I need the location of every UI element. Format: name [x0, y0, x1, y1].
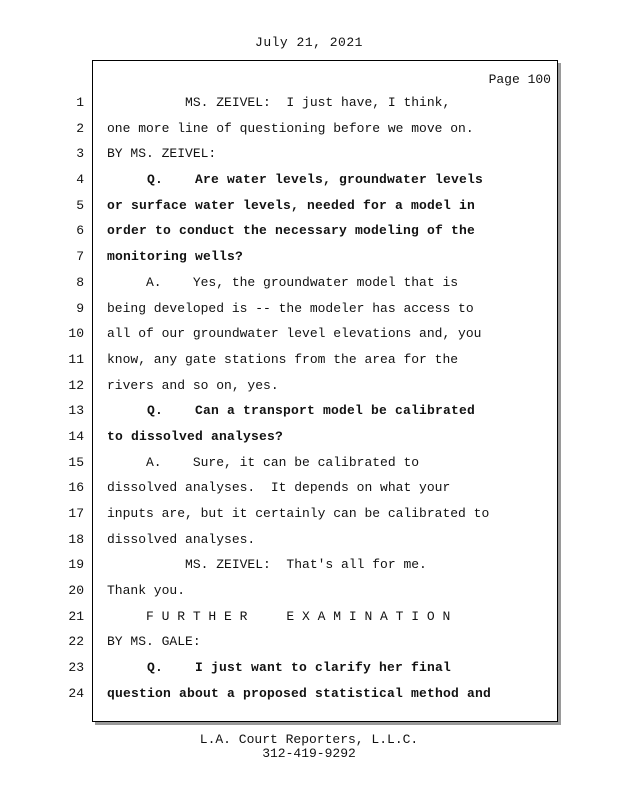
line-number: 10	[68, 326, 84, 342]
line-number: 20	[68, 583, 84, 599]
line-number: 11	[68, 351, 84, 367]
transcript-line: BY MS. GALE:	[107, 634, 201, 650]
line-number: 2	[76, 120, 84, 136]
line-number: 8	[76, 274, 84, 290]
line-number: 3	[76, 146, 84, 162]
line-number-column	[40, 90, 84, 707]
question-line: to dissolved analyses?	[107, 428, 284, 444]
reporter-phone: 312-419-9292	[262, 746, 356, 761]
line-number: 22	[68, 634, 84, 650]
line-number: 13	[68, 403, 84, 419]
answer-line: all of our groundwater level elevations and, you	[107, 326, 482, 342]
answer-line: inputs are, but it certainly can be calibrated to	[107, 506, 490, 521]
transcript-text	[107, 90, 552, 707]
line-number: 15	[68, 454, 84, 470]
line-number: 24	[68, 685, 84, 701]
question-line: or surface water levels, needed for a model in	[107, 197, 476, 213]
line-number: 17	[68, 506, 84, 521]
transcript-line: one more line of questioning before we move on.	[107, 120, 474, 136]
question-line: Q. Are water levels, groundwater levels	[107, 172, 484, 188]
answer-line: being developed is -- the modeler has access to	[107, 300, 474, 316]
transcript-line: MS. ZEIVEL: That's all for me.	[107, 557, 427, 573]
question-line: Q. Can a transport model be calibrated	[107, 403, 476, 419]
line-number: 14	[68, 428, 84, 444]
section-heading: F U R T H E R E X A M I N A T I O N	[107, 608, 451, 624]
line-number: 6	[76, 223, 84, 239]
answer-line: A. Yes, the groundwater model that is	[107, 274, 459, 290]
line-number: 19	[68, 557, 84, 573]
answer-line: know, any gate stations from the area for the	[107, 351, 459, 367]
reporter-footer	[0, 733, 618, 761]
line-number: 1	[76, 95, 84, 110]
line-number: 18	[68, 531, 84, 547]
transcript-date: July 21, 2021	[255, 35, 363, 50]
answer-line: dissolved analyses.	[107, 531, 256, 547]
line-number: 4	[76, 172, 84, 188]
transcript-line: BY MS. ZEIVEL:	[107, 146, 217, 162]
line-number: 5	[76, 197, 84, 213]
transcript-line: MS. ZEIVEL: I just have, I think,	[107, 95, 451, 110]
line-number: 21	[68, 608, 84, 624]
line-number: 23	[68, 660, 84, 676]
answer-line: rivers and so on, yes.	[107, 377, 279, 393]
line-number: 16	[68, 480, 84, 496]
question-line: order to conduct the necessary modeling of the	[107, 223, 476, 239]
question-line: Q. I just want to clarify her final	[107, 660, 452, 676]
line-number: 9	[76, 300, 84, 316]
line-number: 7	[76, 249, 84, 265]
question-line: question about a proposed statistical method and	[107, 685, 492, 701]
question-line: monitoring wells?	[107, 249, 244, 265]
page-number: Page 100	[488, 72, 551, 87]
answer-line: A. Sure, it can be calibrated to	[107, 454, 420, 470]
line-number: 12	[68, 377, 84, 393]
answer-line: dissolved analyses. It depends on what your	[107, 480, 451, 496]
transcript-line: Thank you.	[107, 583, 186, 599]
reporter-company: L.A. Court Reporters, L.L.C.	[199, 732, 419, 747]
